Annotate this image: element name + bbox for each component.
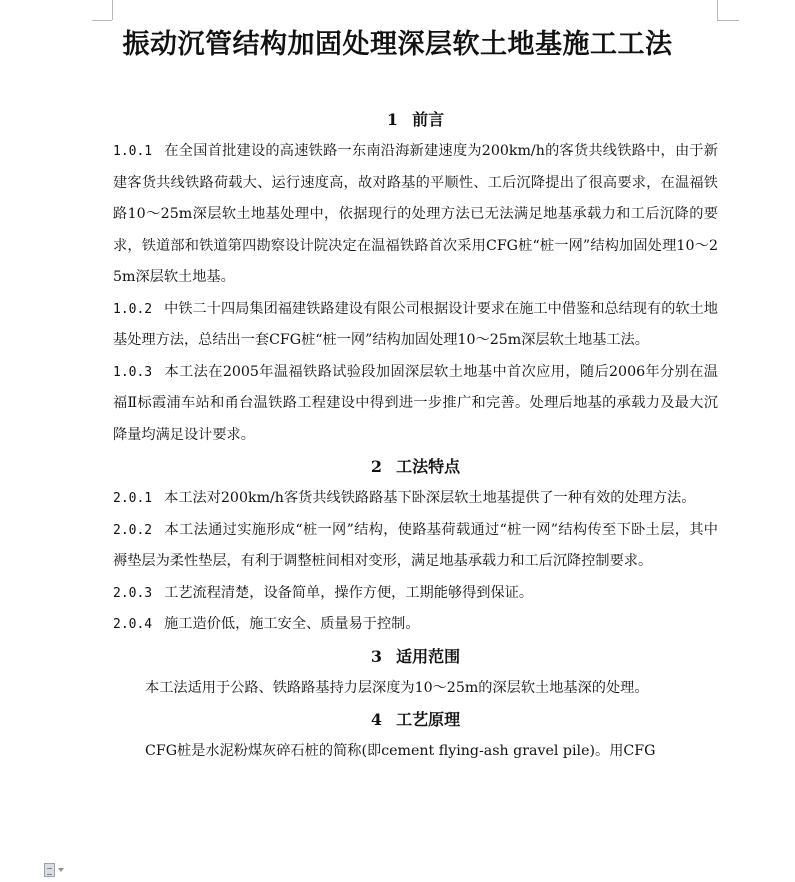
section-title: 工法特点 (396, 457, 461, 476)
paragraph-number: 1.0.2 (113, 301, 153, 317)
paragraph (113, 609, 718, 641)
margin-corner-mark (717, 20, 739, 21)
paragraph (113, 483, 718, 515)
paragraph (113, 357, 718, 452)
section-number: 3 (370, 646, 383, 666)
margin-corner-mark (112, 0, 113, 20)
paragraph-text: 本工法对200km/h客货共线铁路路基下卧深层软土地基提供了一种有效的处理方法。 (164, 490, 696, 506)
paragraph-text: 施工造价低，施工安全、质量易于控制。 (164, 616, 420, 632)
section-heading (113, 451, 718, 483)
paragraph (113, 515, 718, 578)
chevron-down-icon (58, 868, 64, 872)
paragraph (113, 294, 718, 357)
section-heading (113, 704, 718, 736)
paragraph-text: 中铁二十四局集团福建铁路建设有限公司根据设计要求在施工中借鉴和总结现有的软土地基处理方法，总结出一套CFG桩“桩一网”结构加固处理10～25m深层软土地基工法。 (113, 300, 718, 348)
section-title: 适用范围 (396, 646, 461, 666)
paragraph (113, 136, 718, 294)
paragraph-number: 2.0.1 (113, 491, 153, 506)
section-number: 2 (370, 457, 383, 476)
document-icon (44, 863, 55, 877)
paragraph-number: 1.0.3 (113, 364, 153, 380)
paragraph: CFG桩是水泥粉煤灰碎石桩的简称(即cement flying-ash gravel pile)。用CFG (145, 743, 656, 759)
paragraph: 本工法适用于公路、铁路路基持力层深度为10～25m的深层软土地基深的处理。 (145, 679, 649, 696)
paragraph-text: 工艺流程清楚，设备简单，操作方便，工期能够得到保证。 (164, 584, 534, 601)
section-number: 4 (370, 710, 383, 729)
section-title: 前言 (412, 110, 445, 129)
paragraph-number: 2.0.3 (113, 585, 153, 601)
section-title: 工艺原理 (396, 710, 461, 729)
paragraph-number: 2.0.4 (113, 617, 153, 632)
document-menu-button[interactable] (44, 862, 72, 878)
section-heading (113, 104, 718, 136)
document-body (113, 104, 718, 768)
paragraph-number: 1.0.1 (113, 144, 153, 159)
margin-corner-mark (92, 20, 112, 21)
paragraph-text: 本工法在2005年温福铁路试验段加固深层软土地基中首次应用，随后2006年分别在温福Ⅱ标霞浦车站和甬台温铁路工程建设中得到进一步推广和完善。处理后地基的承载力及最大沉降量均满足设计要求。 (113, 363, 718, 443)
document-title: 振动沉管结构加固处理深层软土地基施工工法 (122, 29, 673, 60)
margin-corner-mark (717, 0, 718, 20)
section-number: 1 (386, 110, 399, 129)
paragraph-text: 在全国首批建设的高速铁路一东南沿海新建速度为200km/h的客货共线铁路中，由于新建客货共线铁路荷载大、运行速度高，故对路基的平顺性、工后沉降提出了很高要求，在温福铁路10～25m深层软土地基处理中，依据现行的处理方法已无法满足地基承载力和工后沉降的要求，铁道部和铁道第四勘察设计院决定在温福铁路首次采用CFG桩“桩一网”结构加固处理10～25m深层软土地基。 (113, 143, 718, 285)
section-heading (113, 641, 718, 673)
paragraph (113, 578, 718, 610)
paragraph-number: 2.0.2 (113, 522, 153, 538)
paragraph-text: 本工法通过实施形成“桩一网”结构，使路基荷载通过“桩一网”结构传至下卧土层，其中褥垫层为柔性垫层，有利于调整桩间相对变形，满足地基承载力和工后沉降控制要求。 (113, 521, 718, 569)
